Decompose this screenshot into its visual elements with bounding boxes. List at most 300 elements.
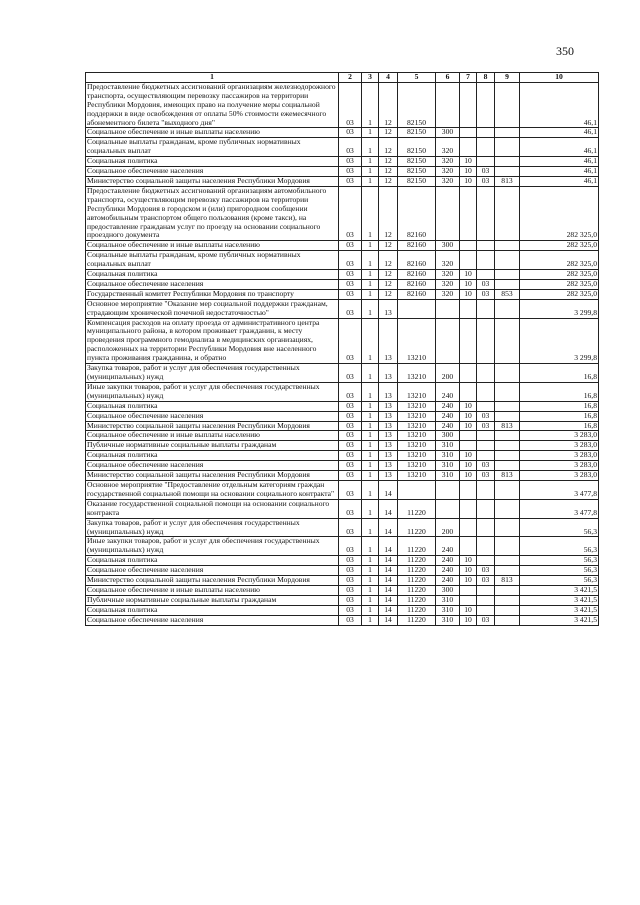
table-row [86, 167, 599, 177]
code-section [460, 186, 477, 240]
code-program: 1 [362, 615, 379, 625]
amount: 56,3 [520, 518, 599, 537]
column-header: 8 [477, 73, 495, 83]
code-subsection [477, 82, 495, 128]
table-row [86, 566, 599, 576]
amount: 46,1 [520, 82, 599, 128]
code-subprogram: 13 [379, 471, 398, 481]
code-subsection [477, 364, 495, 383]
code-section [460, 431, 477, 441]
code-subsection [477, 431, 495, 441]
code-section: 10 [460, 411, 477, 421]
code-program: 1 [362, 537, 379, 556]
row-name: Социальные выплаты гражданам, кроме публичных нормативных социальных выплат [86, 138, 339, 157]
code-agency [495, 605, 520, 615]
row-name: Закупка товаров, работ и услуг для обеспечения государственных (муниципальных) нужд [86, 364, 339, 383]
code-program: 1 [362, 82, 379, 128]
code-subsection [477, 441, 495, 451]
code-expense-type: 200 [436, 518, 460, 537]
table-row [86, 441, 599, 451]
code-section [460, 318, 477, 364]
table-row [86, 518, 599, 537]
row-name: Социальная политика [86, 401, 339, 411]
code-section: 10 [460, 461, 477, 471]
code-section: 10 [460, 289, 477, 299]
table-row [86, 411, 599, 421]
code-section: 10 [460, 451, 477, 461]
table-row [86, 289, 599, 299]
table-row [86, 615, 599, 625]
code-subsection [477, 186, 495, 240]
code-target: 82150 [398, 157, 436, 167]
code-expense-type [436, 299, 460, 318]
row-name: Основное мероприятие "Оказание мер социальной поддержки гражданам, страдающим хронической почечной недостаточностью" [86, 299, 339, 318]
code-subsection [477, 138, 495, 157]
code-expense-type: 240 [436, 576, 460, 586]
code-subprogram: 12 [379, 270, 398, 280]
amount: 3 283,0 [520, 461, 599, 471]
amount: 3 421,5 [520, 595, 599, 605]
code-section: 10 [460, 471, 477, 481]
code-subsection: 03 [477, 167, 495, 177]
code-target: 13210 [398, 421, 436, 431]
code-target: 13210 [398, 441, 436, 451]
row-name: Иные закупки товаров, работ и услуг для обеспечения государственных (муниципальных) нужд [86, 382, 339, 401]
code-agency [495, 411, 520, 421]
row-name: Публичные нормативные социальные выплаты гражданам [86, 441, 339, 451]
code-program: 1 [362, 251, 379, 270]
code-ministry: 03 [339, 138, 362, 157]
code-subsection [477, 556, 495, 566]
code-agency [495, 186, 520, 240]
code-ministry: 03 [339, 566, 362, 576]
row-name: Министерство социальной защиты населения Республики Мордовия [86, 471, 339, 481]
row-name: Социальное обеспечение населения [86, 566, 339, 576]
column-header: 9 [495, 73, 520, 83]
code-expense-type [436, 82, 460, 128]
code-ministry: 03 [339, 499, 362, 518]
code-subsection [477, 605, 495, 615]
code-target: 11220 [398, 556, 436, 566]
code-ministry: 03 [339, 605, 362, 615]
code-expense-type: 240 [436, 421, 460, 431]
amount: 3 283,0 [520, 451, 599, 461]
column-header: 6 [436, 73, 460, 83]
amount: 46,1 [520, 128, 599, 138]
code-section [460, 251, 477, 270]
code-expense-type: 240 [436, 382, 460, 401]
code-program: 1 [362, 176, 379, 186]
column-header: 7 [460, 73, 477, 83]
row-name: Социальное обеспечение населения [86, 167, 339, 177]
code-subprogram: 13 [379, 421, 398, 431]
code-subsection [477, 537, 495, 556]
amount: 3 299,8 [520, 318, 599, 364]
amount: 3 299,8 [520, 299, 599, 318]
code-program: 1 [362, 279, 379, 289]
amount: 3 477,8 [520, 480, 599, 499]
code-program: 1 [362, 318, 379, 364]
row-name: Социальное обеспечение и иные выплаты населению [86, 128, 339, 138]
code-subprogram: 14 [379, 537, 398, 556]
code-program: 1 [362, 270, 379, 280]
code-agency [495, 299, 520, 318]
amount: 56,3 [520, 556, 599, 566]
page-number: 350 [556, 44, 574, 58]
code-section [460, 138, 477, 157]
code-ministry: 03 [339, 441, 362, 451]
code-subprogram: 14 [379, 556, 398, 566]
code-section: 10 [460, 421, 477, 431]
code-subprogram: 13 [379, 382, 398, 401]
table-row [86, 556, 599, 566]
code-program: 1 [362, 576, 379, 586]
code-target: 11220 [398, 605, 436, 615]
code-agency [495, 279, 520, 289]
table-row [86, 451, 599, 461]
amount: 282 325,0 [520, 251, 599, 270]
code-expense-type: 310 [436, 595, 460, 605]
column-header: 5 [398, 73, 436, 83]
row-name: Социальные выплаты гражданам, кроме публичных нормативных социальных выплат [86, 251, 339, 270]
table-row [86, 499, 599, 518]
code-ministry: 03 [339, 299, 362, 318]
code-ministry: 03 [339, 615, 362, 625]
column-header: 3 [362, 73, 379, 83]
code-subsection [477, 382, 495, 401]
code-program: 1 [362, 289, 379, 299]
table-row [86, 421, 599, 431]
code-expense-type: 240 [436, 537, 460, 556]
code-expense-type [436, 318, 460, 364]
code-agency [495, 615, 520, 625]
code-section: 10 [460, 176, 477, 186]
row-name: Оказание государственной социальной помощи на основании социального контракта [86, 499, 339, 518]
code-agency [495, 241, 520, 251]
code-subprogram: 14 [379, 518, 398, 537]
table-row [86, 480, 599, 499]
amount: 282 325,0 [520, 270, 599, 280]
code-subprogram: 12 [379, 176, 398, 186]
code-subsection: 03 [477, 471, 495, 481]
row-name: Социальное обеспечение населения [86, 461, 339, 471]
code-subprogram: 13 [379, 318, 398, 364]
amount: 282 325,0 [520, 279, 599, 289]
code-subprogram: 12 [379, 251, 398, 270]
code-subprogram: 12 [379, 157, 398, 167]
row-name: Социальное обеспечение и иные выплаты населению [86, 585, 339, 595]
code-subsection: 03 [477, 576, 495, 586]
code-subsection [477, 241, 495, 251]
amount: 3 477,8 [520, 499, 599, 518]
code-subsection: 03 [477, 411, 495, 421]
code-expense-type: 310 [436, 461, 460, 471]
code-expense-type: 320 [436, 176, 460, 186]
table-row [86, 176, 599, 186]
table-row [86, 279, 599, 289]
code-subprogram: 13 [379, 364, 398, 383]
code-agency [495, 595, 520, 605]
row-name: Закупка товаров, работ и услуг для обеспечения государственных (муниципальных) нужд [86, 518, 339, 537]
row-name: Социальная политика [86, 605, 339, 615]
code-expense-type: 310 [436, 615, 460, 625]
code-target: 82160 [398, 289, 436, 299]
code-expense-type: 300 [436, 585, 460, 595]
code-agency [495, 537, 520, 556]
amount: 282 325,0 [520, 289, 599, 299]
code-ministry: 03 [339, 518, 362, 537]
code-ministry: 03 [339, 585, 362, 595]
code-agency [495, 364, 520, 383]
code-section [460, 595, 477, 605]
code-subsection: 03 [477, 566, 495, 576]
code-program: 1 [362, 480, 379, 499]
code-section [460, 364, 477, 383]
code-ministry: 03 [339, 451, 362, 461]
table-row [86, 241, 599, 251]
table-row [86, 576, 599, 586]
code-target: 11220 [398, 499, 436, 518]
code-subprogram: 14 [379, 480, 398, 499]
code-ministry: 03 [339, 82, 362, 128]
code-subsection [477, 480, 495, 499]
code-target: 82150 [398, 167, 436, 177]
code-ministry: 03 [339, 461, 362, 471]
row-name: Государственный комитет Республики Мордовия по транспорту [86, 289, 339, 299]
code-program: 1 [362, 605, 379, 615]
amount: 3 421,5 [520, 585, 599, 595]
row-name: Социальное обеспечение населения [86, 279, 339, 289]
code-subprogram: 12 [379, 289, 398, 299]
code-target: 82160 [398, 270, 436, 280]
code-agency [495, 157, 520, 167]
row-name: Социальная политика [86, 451, 339, 461]
table-row [86, 401, 599, 411]
code-program: 1 [362, 401, 379, 411]
code-expense-type: 320 [436, 289, 460, 299]
code-subsection [477, 451, 495, 461]
code-program: 1 [362, 451, 379, 461]
code-target: 82160 [398, 251, 436, 270]
column-header: 4 [379, 73, 398, 83]
code-section [460, 382, 477, 401]
code-agency [495, 382, 520, 401]
row-name: Предоставление бюджетных ассигнований организациям железнодорожного транспорта, осуществляющим перевозку пассажиров на территории Республики Мордовия, имеющих право на получение меры социальной поддержки в виде освобождения от оплаты 50% стоимости ежемесячного абонементного билета "выходного дня" [86, 82, 339, 128]
code-agency [495, 556, 520, 566]
code-subprogram: 14 [379, 566, 398, 576]
code-program: 1 [362, 411, 379, 421]
code-subprogram: 12 [379, 138, 398, 157]
code-subsection [477, 518, 495, 537]
code-program: 1 [362, 241, 379, 251]
code-subsection: 03 [477, 421, 495, 431]
row-name: Иные закупки товаров, работ и услуг для обеспечения государственных (муниципальных) нужд [86, 537, 339, 556]
code-ministry: 03 [339, 279, 362, 289]
amount: 56,3 [520, 537, 599, 556]
code-target: 11220 [398, 595, 436, 605]
code-subsection [477, 585, 495, 595]
amount: 46,1 [520, 138, 599, 157]
column-header: 10 [520, 73, 599, 83]
table-row [86, 471, 599, 481]
code-program: 1 [362, 585, 379, 595]
code-section [460, 585, 477, 595]
code-subprogram: 13 [379, 299, 398, 318]
code-expense-type: 320 [436, 157, 460, 167]
amount: 282 325,0 [520, 241, 599, 251]
code-expense-type: 310 [436, 471, 460, 481]
amount: 3 283,0 [520, 441, 599, 451]
amount: 3 421,5 [520, 615, 599, 625]
code-subprogram: 12 [379, 167, 398, 177]
row-name: Предоставление бюджетных ассигнований организациям автомобильного транспорта, осуществляющим перевозку пассажиров на территории Республики Мордовия в городском и (или) пригородном сообщении автомобильным транспортом общего пользования (кроме такси), на предоставление гражданам услуг по проезду на основании социального проездного документа [86, 186, 339, 240]
code-agency [495, 401, 520, 411]
code-target: 13210 [398, 431, 436, 441]
code-program: 1 [362, 471, 379, 481]
code-section: 10 [460, 270, 477, 280]
code-target: 82150 [398, 138, 436, 157]
column-header: 1 [86, 73, 339, 83]
code-expense-type: 240 [436, 411, 460, 421]
code-subsection [477, 499, 495, 518]
code-expense-type: 320 [436, 251, 460, 270]
table-row [86, 431, 599, 441]
code-ministry: 03 [339, 128, 362, 138]
code-ministry: 03 [339, 595, 362, 605]
table-row [86, 318, 599, 364]
amount: 3 283,0 [520, 471, 599, 481]
code-expense-type [436, 499, 460, 518]
row-name: Компенсация расходов на оплату проезда от административного центра муниципального района, в котором проживает гражданин, к месту проведения программного гемодиализа в медицинских организациях, расположенных на территории Республики Мордовия вне населенного пункта проживания гражданина, и обратно [86, 318, 339, 364]
row-name: Социальное обеспечение и иные выплаты населению [86, 431, 339, 441]
code-program: 1 [362, 186, 379, 240]
code-program: 1 [362, 518, 379, 537]
table-row [86, 605, 599, 615]
code-subprogram: 14 [379, 499, 398, 518]
code-target: 13210 [398, 471, 436, 481]
code-program: 1 [362, 138, 379, 157]
code-section: 10 [460, 566, 477, 576]
code-target: 82150 [398, 176, 436, 186]
table-header-row [86, 73, 599, 83]
row-name: Основное мероприятие "Предоставление отдельным категориям граждан государственной социальной помощи на основании социального контракта" [86, 480, 339, 499]
code-subprogram: 13 [379, 401, 398, 411]
amount: 46,1 [520, 167, 599, 177]
code-subprogram: 12 [379, 241, 398, 251]
code-expense-type: 300 [436, 128, 460, 138]
code-program: 1 [362, 431, 379, 441]
table-row [86, 157, 599, 167]
code-section [460, 537, 477, 556]
code-target: 82160 [398, 186, 436, 240]
code-target: 82160 [398, 241, 436, 251]
code-agency: 853 [495, 289, 520, 299]
table-row [86, 382, 599, 401]
code-ministry: 03 [339, 318, 362, 364]
code-ministry: 03 [339, 421, 362, 431]
code-ministry: 03 [339, 167, 362, 177]
row-name: Министерство социальной защиты населения Республики Мордовия [86, 421, 339, 431]
code-section: 10 [460, 401, 477, 411]
code-subsection [477, 251, 495, 270]
code-agency [495, 499, 520, 518]
code-target: 82160 [398, 279, 436, 289]
code-agency: 813 [495, 471, 520, 481]
code-ministry: 03 [339, 270, 362, 280]
code-target: 13210 [398, 451, 436, 461]
code-subprogram: 14 [379, 585, 398, 595]
code-target: 11220 [398, 576, 436, 586]
code-subprogram: 12 [379, 279, 398, 289]
table-row [86, 251, 599, 270]
code-section [460, 299, 477, 318]
code-agency: 813 [495, 576, 520, 586]
code-subsection: 03 [477, 279, 495, 289]
row-name: Министерство социальной защиты населения Республики Мордовия [86, 576, 339, 586]
budget-table [85, 72, 599, 626]
code-target: 11220 [398, 615, 436, 625]
amount: 56,3 [520, 576, 599, 586]
code-agency [495, 566, 520, 576]
code-program: 1 [362, 461, 379, 471]
code-subprogram: 13 [379, 431, 398, 441]
code-ministry: 03 [339, 576, 362, 586]
table-row [86, 461, 599, 471]
amount: 282 325,0 [520, 186, 599, 240]
code-ministry: 03 [339, 411, 362, 421]
code-expense-type [436, 186, 460, 240]
code-subprogram: 12 [379, 82, 398, 128]
code-subprogram: 13 [379, 451, 398, 461]
code-ministry: 03 [339, 251, 362, 270]
code-section: 10 [460, 605, 477, 615]
code-subprogram: 14 [379, 605, 398, 615]
code-program: 1 [362, 556, 379, 566]
code-program: 1 [362, 167, 379, 177]
code-agency [495, 518, 520, 537]
code-agency [495, 82, 520, 128]
row-name: Социальное обеспечение населения [86, 615, 339, 625]
code-target: 13210 [398, 382, 436, 401]
code-program: 1 [362, 157, 379, 167]
code-subsection: 03 [477, 289, 495, 299]
code-ministry: 03 [339, 289, 362, 299]
code-agency [495, 441, 520, 451]
code-section: 10 [460, 157, 477, 167]
code-target [398, 480, 436, 499]
code-subsection [477, 157, 495, 167]
code-target: 82150 [398, 128, 436, 138]
row-name: Министерство социальной защиты населения Республики Мордовия [86, 176, 339, 186]
code-agency [495, 251, 520, 270]
row-name: Социальное обеспечение населения [86, 411, 339, 421]
code-section [460, 499, 477, 518]
code-section: 10 [460, 279, 477, 289]
row-name: Социальная политика [86, 157, 339, 167]
code-ministry: 03 [339, 556, 362, 566]
code-subprogram: 12 [379, 128, 398, 138]
table-row [86, 186, 599, 240]
code-expense-type: 240 [436, 401, 460, 411]
code-program: 1 [362, 595, 379, 605]
code-ministry: 03 [339, 241, 362, 251]
code-ministry: 03 [339, 480, 362, 499]
code-agency [495, 480, 520, 499]
code-agency: 813 [495, 176, 520, 186]
code-ministry: 03 [339, 364, 362, 383]
table-row [86, 128, 599, 138]
code-subsection [477, 595, 495, 605]
